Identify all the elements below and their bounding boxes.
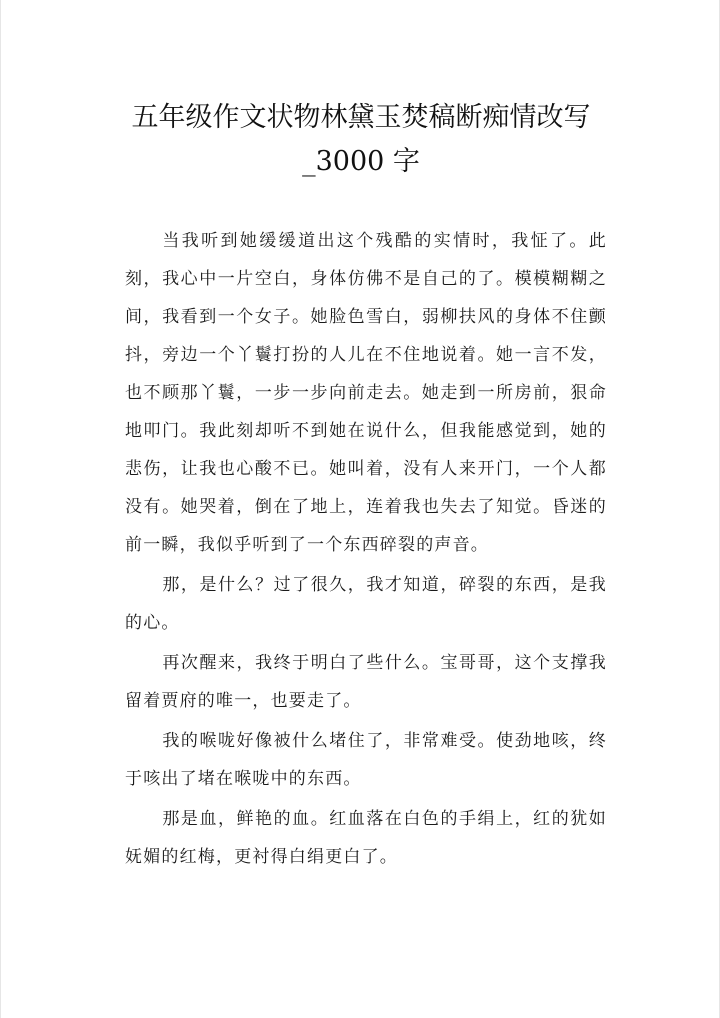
paragraph-4: 我的喉咙好像被什么堵住了，非常难受。使劲地咳，终于咳出了堵在喉咙中的东西。 — [125, 731, 607, 789]
paragraph-2: 那，是什么？过了很久，我才知道，碎裂的东西，是我的心。 — [125, 575, 607, 633]
document-title — [101, 96, 621, 184]
document-body — [125, 222, 607, 878]
title-line-1: 五年级作文状物林黛玉焚稿断痴情改写 — [131, 102, 591, 133]
paragraph-1: 当我听到她缓缓道出这个残酷的实情时，我怔了。此刻，我心中一片空白，身体仿佛不是自己的了。模模糊糊之间，我看到一个女子。她脸色雪白，弱柳扶风的身体不住颤抖，旁边一个丫鬟打扮的人儿在不住地说着。她一言不发，也不顾那丫鬟，一步一步向前走去。她走到一所房前，狠命地叩门。我此刻却听不到她在说什么，但我能感觉到，她的悲伤，让我也心酸不已。她叫着，没有人来开门，一个人都没有。她哭着，倒在了地上，连着我也失去了知觉。昏迷的前一瞬，我似乎听到了一个东西碎裂的声音。 — [125, 231, 607, 555]
paragraph-3: 再次醒来，我终于明白了些什么。宝哥哥，这个支撑我留着贾府的唯一，也要走了。 — [125, 653, 607, 711]
title-line-2: _3000 字 — [302, 146, 420, 177]
paragraph-5: 那是血，鲜艳的血。红血落在白色的手绢上，红的犹如妩媚的红梅，更衬得白绢更白了。 — [125, 809, 607, 867]
